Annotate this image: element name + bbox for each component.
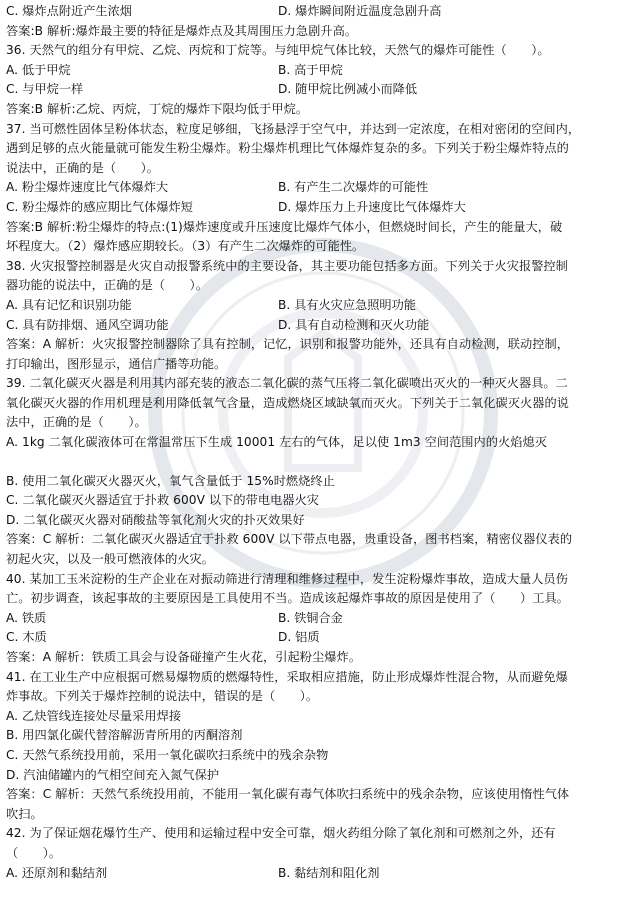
option-left: C. 爆炸点附近产生浓烟 [6,4,132,18]
text-line: 氧化碳灭火器的作用机理是利用降低氧气含量，造成燃烧区域缺氧而灭火。下列关于二氧化碳灭火器的说 [6,395,569,410]
option-row [6,2,634,22]
text-line: 亡。初步调查，该起事故的主要原因是工具使用不当。造成该起爆炸事故的原因是使用了（ ）工具。 [6,591,569,606]
text-line: B. 用四氯化碳代替溶解沥青所用的丙酮溶剂 [6,728,243,743]
text-line: 炸事故。下列关于爆炸控制的说法中，错误的是（ ）。 [6,689,319,704]
option-row [6,198,634,218]
option-row [6,80,634,100]
text-line: D. 二氧化碳灭火器对硝酸盐等氧化剂火灾的扑灭效果好 [6,512,305,527]
text-line: 41. 在工业生产中应根据可燃易爆物质的燃爆特性，采取相应措施，防止形成爆炸性混合物，从而避免爆 [6,669,568,684]
text-line: 说法中，正确的是（ ）。 [6,160,159,175]
text-line: A. 1kg 二氧化碳液体可在常温常压下生成 10001 左右的气体，足以使 1m3 空间范围内的火焰熄灭 [6,435,547,450]
text-line: 答案:B 解析:爆炸最主要的特征是爆炸点及其周围压力急剧升高。 [6,23,358,38]
option-row [6,61,634,81]
text-line: 答案：A 解析：铁质工具会与设备碰撞产生火花，引起粉尘爆炸。 [6,650,361,664]
option-right: D. 随甲烷比例减小而降低 [278,82,418,97]
text-line: 37. 当可燃性固体呈粉体状态，粒度足够细，飞扬悬浮于空气中，并达到一定浓度，在相对密闭的空间内， [6,121,581,136]
text-line: 器功能的说法中，正确的是（ ）。 [6,278,208,293]
option-right: D. 具有自动检测和灭火功能 [278,317,430,332]
text-line: 42. 为了保证烟花爆竹生产、使用和运输过程中安全可靠，烟火药组分除了氧化剂和可燃剂之外，还有 [6,826,556,841]
text-line: 坏程度大。（2）爆炸感应期较长。（3）有产生二次爆炸的可能性。 [6,239,365,254]
option-right: B. 有产生二次爆炸的可能性 [278,180,429,195]
option-row [6,628,634,648]
option-left: C. 具有防排烟、通风空调功能 [6,317,169,332]
option-left: A. 低于甲烷 [6,62,71,77]
option-left: C. 粉尘爆炸的感应期比气体爆炸短 [6,199,193,214]
text-line: C. 天然气系统投用前，采用一氧化碳吹扫系统中的残余杂物 [6,747,329,762]
text-line: C. 二氧化碳灭火器适宜于扑救 600V 以下的带电电器火灾 [6,493,320,508]
text-line: 40. 某加工玉米淀粉的生产企业在对振动筛进行清理和维修过程中，发生淀粉爆炸事故，造成大量人员伤 [6,571,568,586]
option-row [6,178,634,198]
text-line: 38. 火灾报警控制器是火灾自动报警系统中的主要设备，其主要功能包括多方面。下列关于火灾报警控制 [6,258,568,273]
text-line: 答案：A 解析：火灾报警控制器除了具有控制，记忆，识别和报警功能外，还具有自动检测，联动控制， [6,337,569,352]
text-line: 吹扫。 [6,806,43,821]
option-left: C. 与甲烷一样 [6,82,84,97]
option-left: A. 铁质 [6,610,47,625]
option-right: D. 爆炸瞬间附近温度急剧升高 [278,4,442,18]
blank-line [6,453,634,472]
option-left: A. 具有记忆和识别功能 [6,297,132,312]
option-right: B. 铁铜合金 [278,610,343,625]
text-line: 初起火灾，以及一般可燃液体的火灾。 [6,552,215,567]
option-right: B. 具有火灾应急照明功能 [278,297,416,312]
option-row [6,316,634,336]
text-line: D. 汽油储罐内的气相空间充入氮气保护 [6,767,220,782]
option-left: A. 粉尘爆炸速度比气体爆炸大 [6,180,169,195]
text-line: 答案：C 解析：二氧化碳灭火器适宜于扑救 600V 以下带点电器，贵重设备，图书档案，精密仪器仪表的 [6,532,573,547]
option-row [6,609,634,629]
text-line: 答案:B 解析:乙烷、丙烷，丁烷的爆炸下限均低于甲烷。 [6,101,309,116]
option-row [6,296,634,316]
text-line: 36. 天然气的组分有甲烷、乙烷、丙烷和丁烷等。与纯甲烷气体比较，天然气的爆炸可能性（ ）。 [6,43,550,58]
text-line: 答案:B 解析:粉尘爆炸的特点:(1)爆炸速度或升压速度比爆炸气体小，但燃烧时间长，产生的能量大，破 [6,219,563,234]
option-row [6,864,634,884]
text-line: 打印输出，图形显示，通信广播等功能。 [6,356,227,371]
text-line: 法中，正确的是（ ）。 [6,415,147,430]
option-left: A. 还原剂和黏结剂 [6,865,108,880]
option-right: B. 高于甲烷 [278,62,343,77]
text-line: A. 乙炔管线连接处尽量采用焊接 [6,708,182,723]
text-line: （ ）。 [6,845,62,860]
text-line: 答案：C 解析：天然气系统投用前，不能用一氧化碳有毒气体吹扫系统中的残余杂物，应该使用惰性气体 [6,787,570,802]
text-line: 遇到足够的点火能量就可能发生粉尘爆炸。粉尘爆炸机理比气体爆炸复杂的多。下列关于粉尘爆炸特点的 [6,141,569,156]
option-left: C. 木质 [6,630,47,645]
option-right: D. 爆炸压力上升速度比气体爆炸大 [278,199,466,214]
option-right: B. 黏结剂和阻化剂 [278,865,380,880]
text-line: 39. 二氧化碳灭火器是利用其内部充装的液态二氧化碳的蒸气压将二氧化碳喷出灭火的一种灭火器具。二 [6,376,568,391]
option-right: D. 铝质 [278,630,320,645]
text-line: B. 使用二氧化碳灭火器灭火，氧气含量低于 15%时燃烧终止 [6,473,335,488]
